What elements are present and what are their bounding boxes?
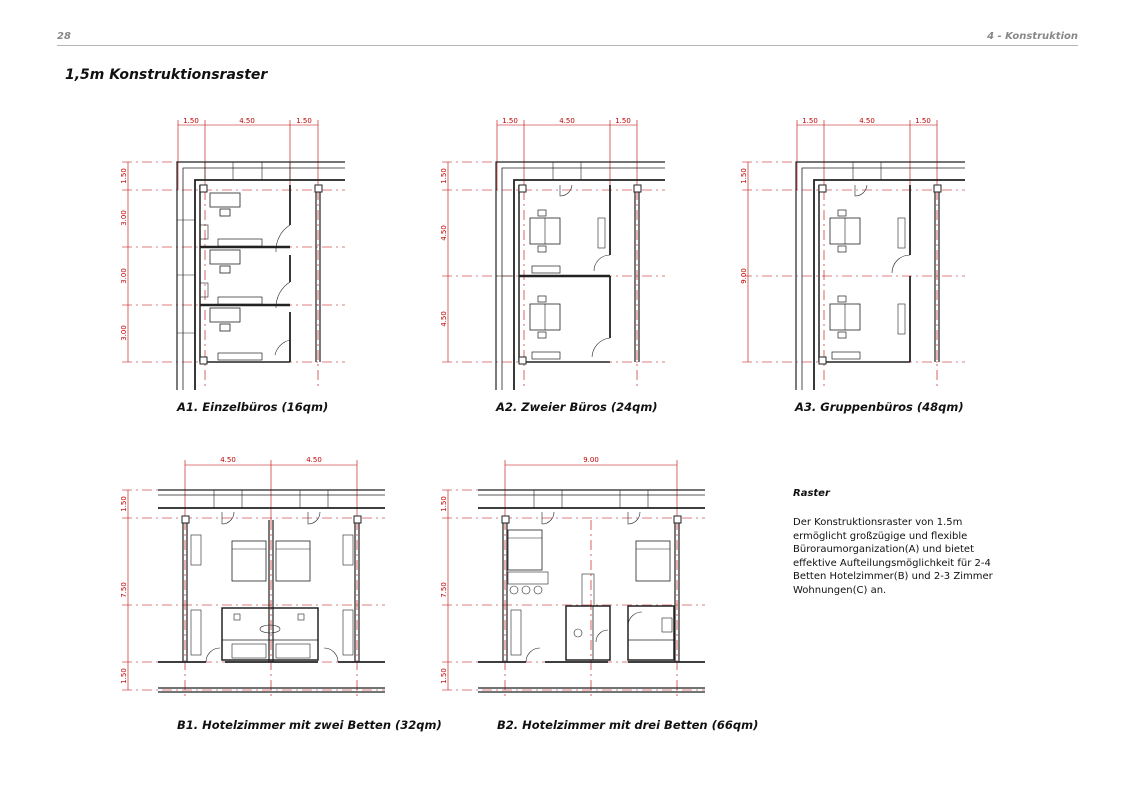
dim-b1-top-1: 4.50 [220, 456, 236, 464]
dim-a2-top-3: 1.50 [615, 117, 631, 125]
caption-a1: A1. Einzelbüros (16qm) [177, 400, 329, 414]
dim-b2-top-1: 9.00 [583, 456, 599, 464]
plan-b1 [122, 460, 385, 700]
dim-a3-top-3: 1.50 [915, 117, 931, 125]
info-heading: Raster [793, 488, 830, 499]
page-title: 1,5m Konstruktionsraster [65, 67, 268, 83]
dim-b1-top-2: 4.50 [306, 456, 322, 464]
page-number: 28 [57, 31, 71, 42]
dim-a1-top-2: 4.50 [239, 117, 255, 125]
caption-b2: B2. Hotelzimmer mit drei Betten (66qm) [497, 718, 759, 732]
dim-a2-top-2: 4.50 [559, 117, 575, 125]
dim-a2-top-1: 1.50 [502, 117, 518, 125]
dim-a2-side-3: 4.50 [440, 311, 448, 327]
caption-a3: A3. Gruppenbüros (48qm) [795, 400, 964, 414]
dim-b2-side-1: 1.50 [440, 496, 448, 512]
dim-a1-top-3: 1.50 [296, 117, 312, 125]
plan-b2 [442, 460, 705, 700]
dim-a3-top-2: 4.50 [859, 117, 875, 125]
dim-a1-side-4: 3.00 [120, 325, 128, 341]
dim-b1-side-3: 1.50 [120, 668, 128, 684]
dim-a3-top-1: 1.50 [802, 117, 818, 125]
dim-a2-side-1: 1.50 [440, 168, 448, 184]
caption-a2: A2. Zweier Büros (24qm) [496, 400, 658, 414]
dim-b2-side-2: 7.50 [440, 582, 448, 598]
dim-a1-top-1: 1.50 [183, 117, 199, 125]
caption-b1: B1. Hotelzimmer mit zwei Betten (32qm) [177, 718, 442, 732]
dim-a3-side-1: 1.50 [740, 168, 748, 184]
dim-a1-side-2: 3.00 [120, 210, 128, 226]
dim-a1-side-3: 3.00 [120, 268, 128, 284]
dim-b1-side-1: 1.50 [120, 496, 128, 512]
section-title: 4 - Konstruktion [987, 31, 1078, 42]
dim-a2-side-2: 4.50 [440, 225, 448, 241]
plan-a1 [122, 120, 345, 390]
info-body: Der Konstruktionsraster von 1.5m ermöglicht großzügige und flexible Büroraumorganization(A) und bietet effektive Aufteilungsmöglichkeit für 2-4 Betten Hotelzimmer(B) und 2-3 Zimmer Wohnungen(C) an. [793, 517, 993, 596]
dim-a3-side-2: 9.00 [740, 268, 748, 284]
dim-a1-side-1: 1.50 [120, 168, 128, 184]
plan-a2 [442, 120, 665, 390]
plan-a3 [742, 120, 965, 390]
dim-b2-side-3: 1.50 [440, 668, 448, 684]
dim-b1-side-2: 7.50 [120, 582, 128, 598]
